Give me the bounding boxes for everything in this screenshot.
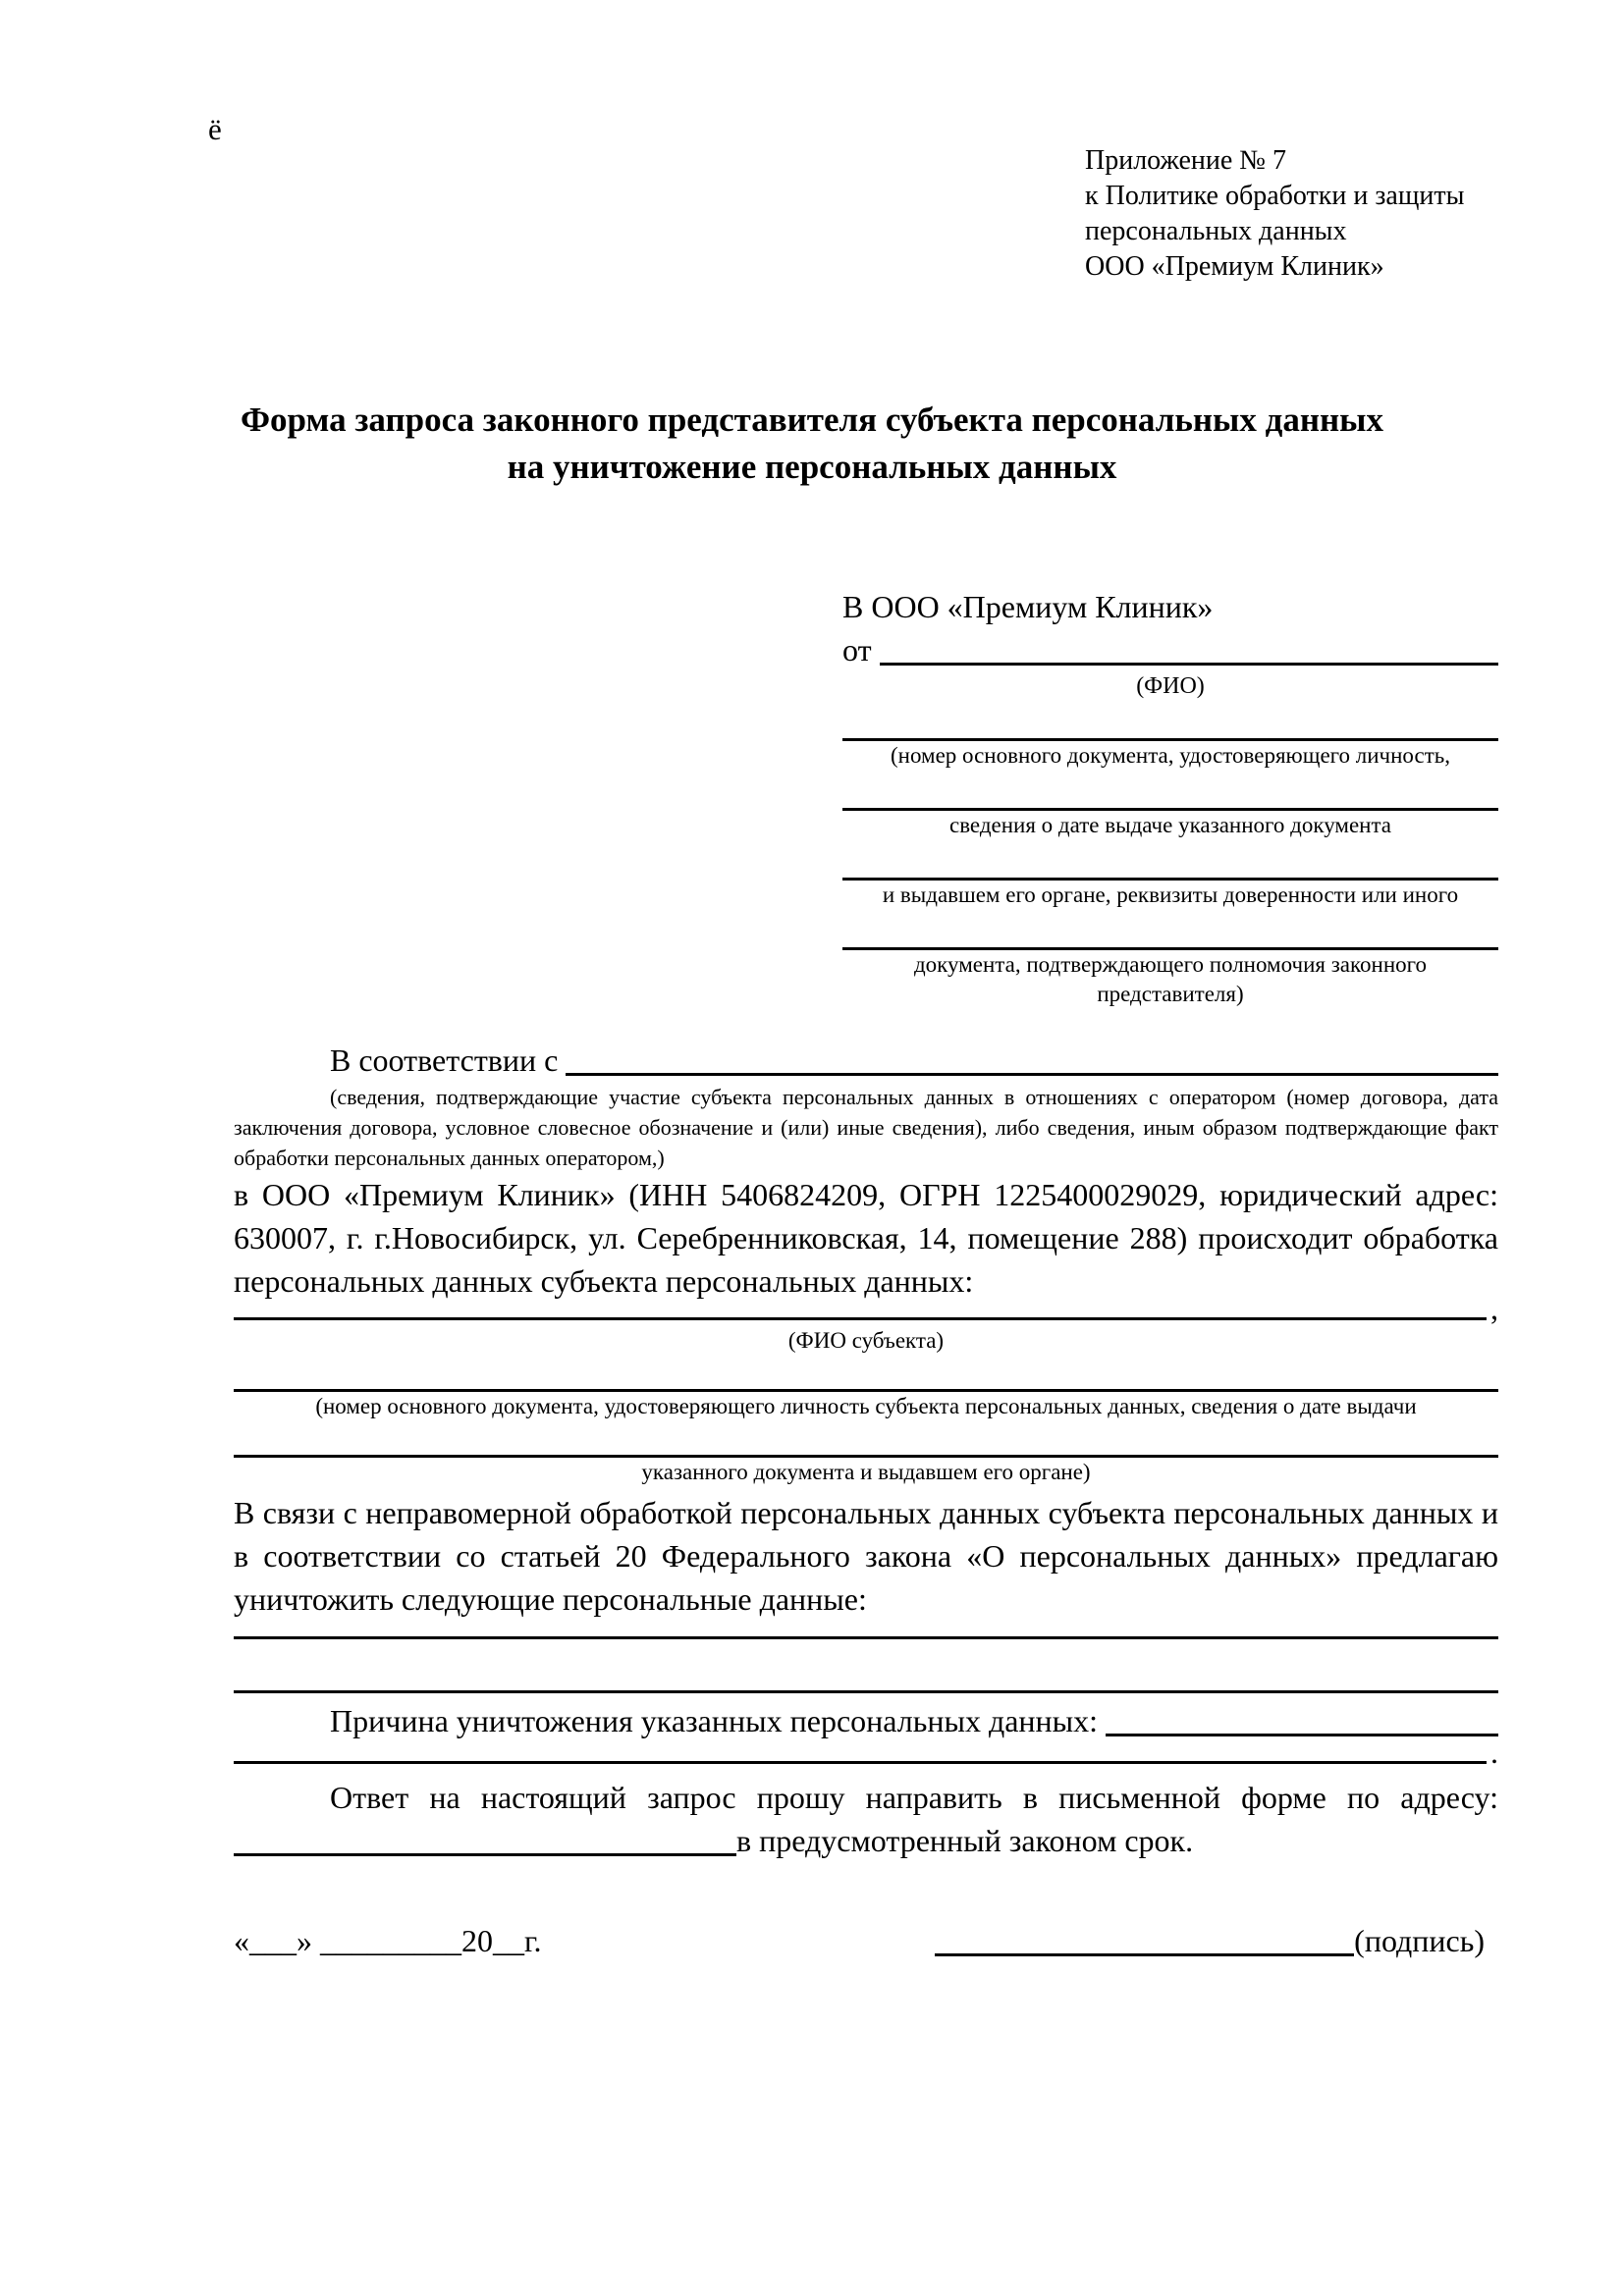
representative-doc-caption-3: и выдавшем его органе, реквизиты доверенности или иного	[882, 882, 1459, 907]
accordance-row	[234, 1039, 1498, 1082]
addressee-organization: В ООО «Премиум Клиник»	[842, 589, 1214, 624]
representative-doc-caption-4: документа, подтверждающего полномочия законного представителя)	[913, 952, 1427, 1006]
subject-doc-input-line-1[interactable]	[234, 1356, 1498, 1392]
subject-doc-caption-2: указанного документа и выдавшем его органе)	[641, 1460, 1091, 1484]
from-label: от	[842, 632, 880, 667]
representative-doc-caption-1: (номер основного документа, удостоверяющего личность,	[890, 743, 1450, 768]
footer-row	[234, 1919, 1498, 1962]
representative-doc-line-1[interactable]	[842, 701, 1498, 741]
appendix-header	[1085, 143, 1517, 285]
signature-caption: (подпись)	[1354, 1923, 1485, 1958]
accordance-note: (сведения, подтверждающие участие субъекта персональных данных в отношениях с оператором (номер договора, дата заключения договора, условное словесное обозначение и (или) иные сведения), либо сведения, иным образом подтверждающие факт обработки персональных данных оператором,)	[234, 1085, 1498, 1170]
representative-doc-caption-2: сведения о дате выдаче указанного документа	[948, 813, 1392, 837]
document-title	[88, 397, 1536, 491]
appendix-line-1: Приложение № 7	[1085, 145, 1286, 176]
subject-fio-input-line[interactable]	[234, 1317, 1487, 1320]
appendix-line-4: ООО «Премиум Клиник»	[1085, 251, 1384, 282]
document-content	[234, 585, 1498, 1962]
accordance-label: В соответствии с	[330, 1042, 567, 1078]
signature-input-line[interactable]	[935, 1953, 1354, 1956]
document-title-line-1: Форма запроса законного представителя субъекта персональных данных	[241, 400, 1383, 439]
reply-address-row	[234, 1819, 1498, 1862]
from-row	[842, 628, 1498, 671]
reason-input-line-2[interactable]	[234, 1761, 1487, 1764]
subject-doc-input-line-2[interactable]	[234, 1421, 1498, 1458]
signature-group	[935, 1919, 1485, 1962]
stray-char: ё	[208, 112, 222, 146]
reply-address-input-line[interactable]	[234, 1853, 736, 1856]
operator-paragraph: в ООО «Премиум Клиник» (ИНН 5406824209, ОГРН 1225400029029, юридический адрес: 630007, г. г.Новосибирск, ул. Серебренниковская, 14, помещение 288) происходит обработка персональных данных субъекта персональных данных:	[234, 1177, 1498, 1299]
reason-row	[234, 1699, 1498, 1742]
date-placeholder[interactable]: «___» _________20__г.	[234, 1923, 542, 1958]
subject-fio-caption: (ФИО субъекта)	[787, 1328, 945, 1353]
appendix-line-3: персональных данных	[1085, 216, 1347, 246]
fio-input-line[interactable]	[880, 663, 1498, 666]
reply-tail: в предусмотренный законом срок.	[736, 1823, 1194, 1858]
reply-paragraph: Ответ на настоящий запрос прошу направить в письменной форме по адресу:	[330, 1780, 1498, 1815]
document-title-line-2: на уничтожение персональных данных	[507, 448, 1117, 486]
subject-fio-row	[234, 1291, 1498, 1326]
comma-suffix: ,	[1490, 1291, 1498, 1326]
representative-doc-line-2[interactable]	[842, 771, 1498, 811]
appendix-line-2: к Политике обработки и защиты	[1085, 181, 1465, 211]
demand-paragraph: В связи с неправомерной обработкой персональных данных субъекта персональных данных и в соответствии со статьей 20 Федерального закона «О персональных данных» предлагаю уничтожить следующие персональные данные:	[234, 1495, 1498, 1617]
personal-data-input-line-1[interactable]	[234, 1621, 1498, 1639]
subject-doc-caption-1: (номер основного документа, удостоверяющего личность субъекта персональных данных, сведения о дате выдачи	[315, 1394, 1417, 1418]
representative-doc-line-3[interactable]	[842, 840, 1498, 881]
period-suffix: .	[1490, 1735, 1498, 1770]
fio-caption: (ФИО)	[1136, 673, 1205, 699]
addressee-block	[842, 585, 1498, 1009]
representative-doc-line-4[interactable]	[842, 910, 1498, 950]
reason-input-line[interactable]	[1106, 1734, 1498, 1736]
accordance-input-line[interactable]	[566, 1073, 1498, 1076]
reason-label: Причина уничтожения указанных персональных данных:	[330, 1703, 1107, 1738]
reason-row-2	[234, 1735, 1498, 1770]
personal-data-input-line-2[interactable]	[234, 1639, 1498, 1693]
